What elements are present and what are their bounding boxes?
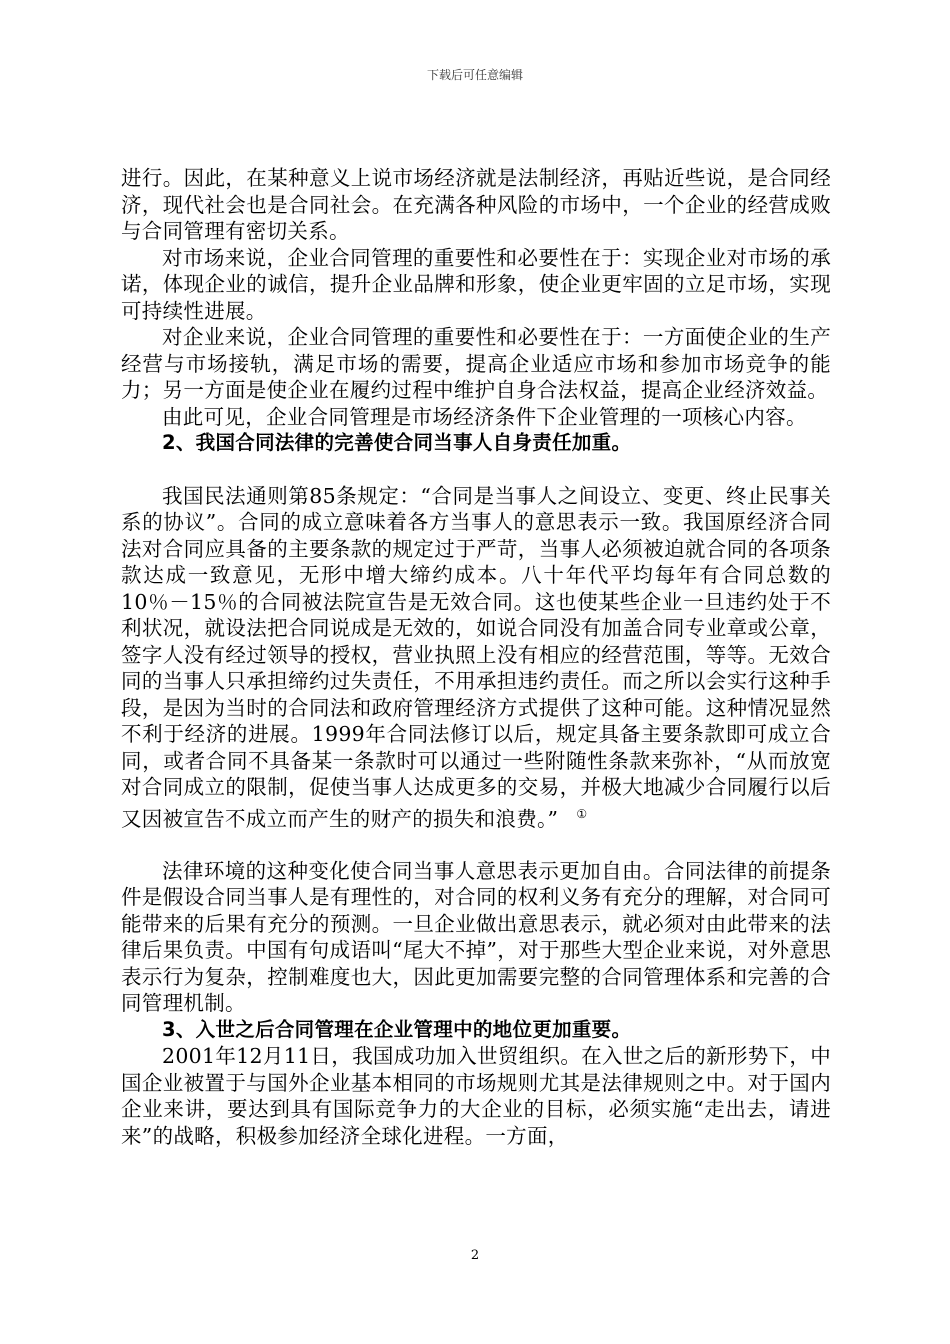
paragraph-5 xyxy=(121,483,831,832)
blank-line xyxy=(121,832,831,858)
document-body xyxy=(121,165,831,1149)
section-heading-2: 2、我国合同法律的完善使合同当事人自身责任加重。 xyxy=(162,431,632,454)
blank-line xyxy=(121,457,831,483)
page-header: 下载后可任意编辑 xyxy=(426,68,523,82)
paragraph-6: 法律环境的这种变化使合同当事人意思表示更加自由。合同法律的前提条件是假设合同当事人是有理性的，对合同的权利义务有充分的理解，对合同可能带来的后果有充分的预测。一旦企业做出意思表示，就必须对由此带来的法律后果负责。中国有句成语叫“尾大不掉”，对于那些大型企业来说，对外意思表示行为复杂，控制难度也大，因此更加需要完整的合同管理体系和完善的合同管理机制。 xyxy=(121,858,831,1016)
section-heading-3: 3、入世之后合同管理在企业管理中的地位更加重要。 xyxy=(162,1017,632,1041)
paragraph-2: 对市场来说，企业合同管理的重要性和必要性在于：实现企业对市场的承诺，体现企业的诚信，提升企业品牌和形象，使企业更牢固的立足市场，实现可持续性进展。 xyxy=(121,245,831,323)
footnote-marker: ① xyxy=(576,806,588,821)
paragraph-3: 对企业来说，企业合同管理的重要性和必要性在于：一方面使企业的生产经营与市场接轨，满足市场的需要，提高企业适应市场和参加市场竞争的能力；另一方面是使企业在履约过程中维护自身合法权益，提高企业经济效益。 xyxy=(121,325,831,402)
paragraph-7: 2001年12月11日，我国成功加入世贸组织。在入世之后的新形势下，中国企业被置于与国外企业基本相同的市场规则尤其是法律规则之中。对于国内企业来讲，要达到具有国际竞争力的大企业的目标，必须实施“走出去，请进来”的战略，积极参加经济全球化进程。一方面， xyxy=(121,1044,831,1148)
paragraph-5-text: 我国民法通则第85条规定：“合同是当事人之间设立、变更、终止民事关系的协议”。合同的成立意味着各方当事人的意思表示一致。我国原经济合同法对合同应具备的主要条款的规定过于严苛，当事人必须被迫就合同的各项条款达成一致意见，无形中增大缔约成本。八十年代平均每年有合同总数的10％－15％的合同被法院宣告是无效合同。这也使某些企业一旦违约处于不利状况，就设法把合同说成是无效的，如说合同没有加盖合同专业章或公章，签字人没有经过领导的授权，营业执照上没有相应的经营范围，等等。无效合同的当事人只承担缔约过失责任，不用承担违约责任。而之所以会实行这种手段，是因为当时的合同法和政府管理经济方式提供了这种可能。这种情况显然不利于经济的进展。1999年合同法修订以后，规定具备主要条款即可成立合同，或者合同不具备某一条款时可以通过一些附随性条款来弥补，“从而放宽对合同成立的限制，促使当事人达成更多的交易，并极大地减少合同履行以后又因被宣告不成立而产生的财产的损失和浪费。” xyxy=(121,483,831,831)
paragraph-1: 进行。因此，在某种意义上说市场经济就是法制经济，再贴近些说，是合同经济，现代社会也是合同社会。在充满各种风险的市场中，一个企业的经营成败与合同管理有密切关系。 xyxy=(121,166,831,243)
page-number: 2 xyxy=(470,1248,480,1263)
paragraph-4: 由此可见，企业合同管理是市场经济条件下企业管理的一项核心内容。 xyxy=(162,404,807,429)
